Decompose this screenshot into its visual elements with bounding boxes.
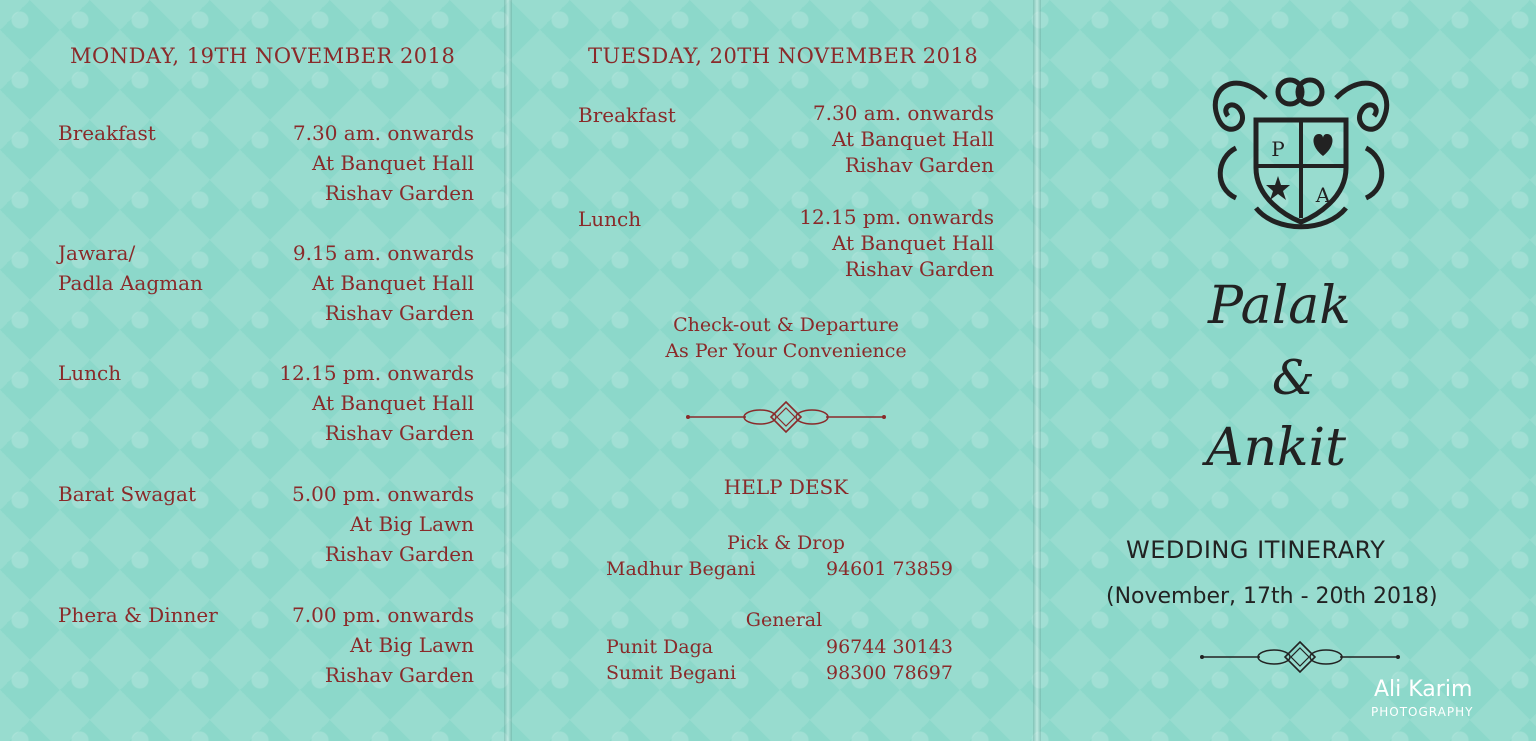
event-row — [58, 358, 474, 450]
event-row — [58, 600, 474, 692]
event-details — [293, 118, 474, 208]
event-name: Phera & Dinner — [58, 603, 218, 627]
contact-phone: 98300 78697 — [826, 662, 953, 684]
contact-row — [606, 635, 966, 659]
panel-cover — [1040, 0, 1536, 741]
panel-monday — [0, 0, 505, 741]
contact-name: Sumit Begani — [606, 662, 737, 684]
event-place: Rishav Garden — [324, 421, 474, 445]
event-place: Rishav Garden — [324, 663, 474, 687]
panel-tuesday — [512, 0, 1032, 741]
monday-heading: MONDAY, 19TH NOVEMBER 2018 — [70, 44, 456, 68]
contact-row — [606, 557, 966, 581]
fold-line — [504, 0, 512, 741]
event-row — [578, 204, 994, 296]
event-row — [578, 100, 994, 192]
event-row — [58, 118, 474, 210]
crest-icon — [1206, 58, 1396, 238]
crest-letter-left: P — [1271, 137, 1285, 161]
event-name-line1: Jawara/ — [58, 241, 136, 265]
event-details — [799, 204, 994, 282]
event-time: 7.30 am. onwards — [292, 121, 474, 145]
contact-name: Punit Daga — [606, 636, 714, 658]
event-name-line2: Padla Aagman — [58, 271, 203, 295]
event-venue: At Banquet Hall — [831, 231, 994, 255]
event-time: 7.00 pm. onwards — [292, 603, 474, 627]
crest-letter-right: A — [1315, 183, 1331, 207]
checkout-line2: As Per Your Convenience — [665, 340, 907, 362]
bride-name: Palak — [1208, 276, 1351, 336]
ampersand: & — [1272, 350, 1315, 406]
event-details — [293, 238, 474, 328]
event-venue: At Banquet Hall — [311, 271, 474, 295]
event-venue: At Banquet Hall — [311, 151, 474, 175]
checkout-line1: Check-out & Departure — [673, 314, 899, 336]
event-name: Breakfast — [578, 103, 676, 127]
ornament-divider-icon — [684, 400, 888, 434]
event-name: Breakfast — [58, 121, 156, 145]
contact-phone: 94601 73859 — [826, 558, 953, 580]
contact-phone: 96744 30143 — [826, 636, 953, 658]
event-venue: At Big Lawn — [350, 512, 474, 536]
event-place: Rishav Garden — [324, 301, 474, 325]
event-details — [292, 479, 474, 569]
event-place: Rishav Garden — [844, 257, 994, 281]
event-name — [58, 238, 203, 298]
event-time: 5.00 pm. onwards — [292, 482, 474, 506]
event-name: Barat Swagat — [58, 482, 197, 506]
general-title: General — [745, 609, 823, 631]
contact-name: Madhur Begani — [606, 558, 756, 580]
event-place: Rishav Garden — [844, 153, 994, 177]
groom-name: Ankit — [1206, 418, 1347, 478]
event-venue: At Banquet Hall — [831, 127, 994, 151]
watermark-name: Ali Karim — [1374, 677, 1473, 702]
event-details — [813, 100, 994, 178]
event-place: Rishav Garden — [324, 542, 474, 566]
event-row — [58, 479, 474, 571]
itinerary-title: WEDDING ITINERARY — [1126, 536, 1386, 564]
event-place: Rishav Garden — [324, 181, 474, 205]
tuesday-heading: TUESDAY, 20TH NOVEMBER 2018 — [588, 44, 979, 68]
event-row — [58, 238, 474, 330]
event-venue: At Big Lawn — [350, 633, 474, 657]
pick-drop-title: Pick & Drop — [727, 532, 845, 554]
watermark-subtitle: PHOTOGRAPHY — [1371, 705, 1474, 719]
event-name: Lunch — [578, 207, 642, 231]
itinerary-dates: (November, 17th - 20th 2018) — [1106, 584, 1438, 609]
event-venue: At Banquet Hall — [311, 391, 474, 415]
event-details — [292, 600, 474, 690]
event-time: 12.15 pm. onwards — [799, 205, 994, 229]
help-desk-title: HELP DESK — [723, 475, 849, 499]
event-time: 12.15 pm. onwards — [279, 361, 474, 385]
contact-row — [606, 661, 966, 685]
event-time: 7.30 am. onwards — [812, 101, 994, 125]
checkout-note — [512, 312, 1060, 364]
ornament-divider-icon — [1198, 640, 1402, 674]
event-name: Lunch — [58, 361, 122, 385]
event-details — [279, 358, 474, 448]
event-time: 9.15 am. onwards — [292, 241, 474, 265]
